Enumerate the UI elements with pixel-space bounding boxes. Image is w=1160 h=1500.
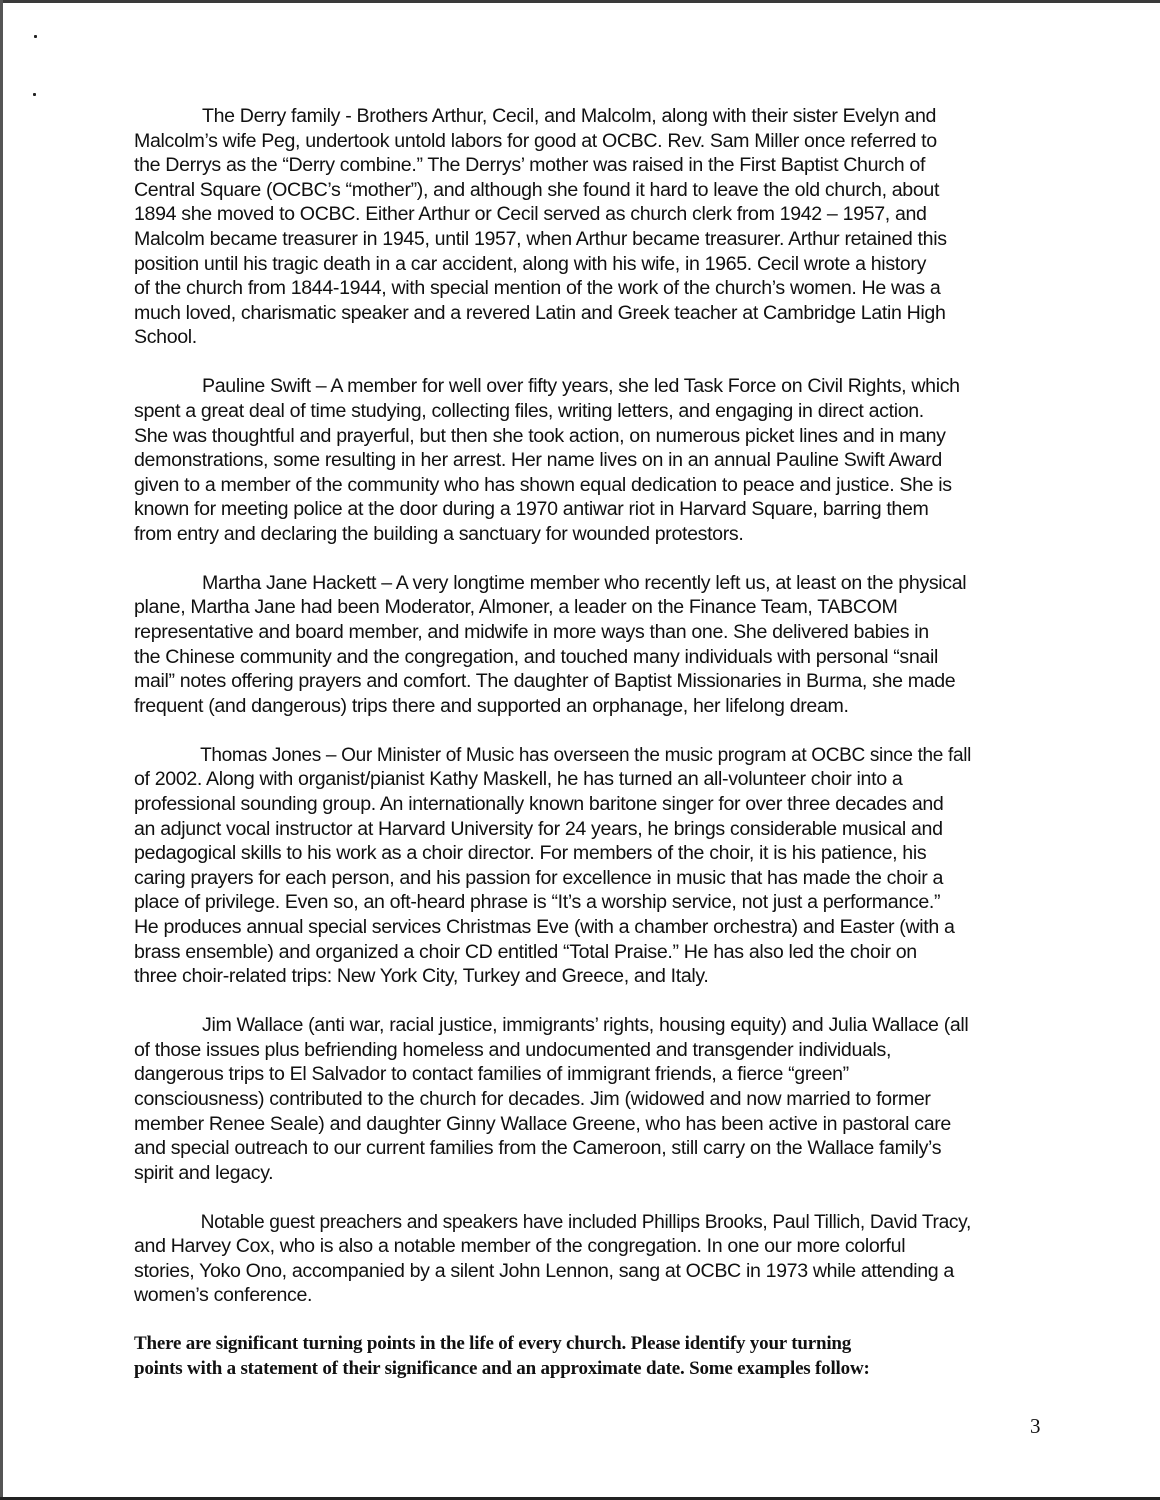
text-line: women’s conference. [134,1284,313,1307]
text-line: member Renee Seale) and daughter Ginny Wallace Greene, who has been active in pastoral care [134,1112,951,1135]
scan-border-left [0,0,3,1500]
text-line: dangerous trips to El Salvador to contact families of immigrant friends, a fierce “green” [134,1063,849,1086]
prompt-line: points with a statement of their significance and an approximate date. Some examples follow: [134,1357,870,1379]
turning-points-prompt [134,1332,1034,1381]
text-line: 1894 she moved to OCBC. Either Arthur or Cecil served as church clerk from 1942 – 1957, and [134,203,927,226]
text-line: Malcolm became treasurer in 1945, until 1957, when Arthur became treasurer. Arthur retained this [134,227,947,250]
text-line: position until his tragic death in a car accident, along with his wife, in 1965. Cecil wrote a history [134,252,927,275]
text-line: and Harvey Cox, who is also a notable member of the congregation. In one our more colorful [134,1235,906,1258]
text-line: He produces annual special services Christmas Eve (with a chamber orchestra) and Easter (with a [134,915,955,938]
paragraph-jim-and-julia-wallace [134,1013,1034,1185]
text-line: Jim Wallace (anti war, racial justice, immigrants’ rights, housing equity) and Julia Wallace (all [202,1014,969,1037]
text-line: Thomas Jones – Our Minister of Music has overseen the music program at OCBC since the fall [200,743,972,766]
text-line: professional sounding group. An internationally known baritone singer for over three decades and [134,793,944,816]
text-line: frequent (and dangerous) trips there and supported an orphanage, her lifelong dream. [134,694,849,717]
scan-border-top [0,0,1160,3]
text-line: brass ensemble) and organized a choir CD entitled “Total Praise.” He has also led the choir on [134,940,917,963]
scan-speck [34,35,37,38]
page-number: 3 [1030,1414,1041,1438]
text-line: given to a member of the community who has shown equal dedication to peace and justice. She is [134,473,952,496]
text-line: pedagogical skills to his work as a choir director. For members of the choir, it is his patience, his [134,842,927,865]
prompt-line: There are significant turning points in the life of every church. Please identify your turning [134,1333,852,1355]
text-line: consciousness) contributed to the church for decades. Jim (widowed and now married to former [134,1087,931,1110]
paragraph-the-derry-family [134,104,1034,350]
paragraph-martha-jane-hackett [134,571,1034,719]
text-line: of 2002. Along with organist/pianist Kathy Maskell, he has turned an all-volunteer choir into a [134,768,903,791]
paragraph-notable-guest-preachers [134,1210,1034,1308]
text-line: plane, Martha Jane had been Moderator, Almoner, a leader on the Finance Team, TABCOM [134,596,898,619]
text-line: Notable guest preachers and speakers have included Phillips Brooks, Paul Tillich, David Tracy, [200,1210,971,1233]
paragraph-pauline-swift [134,374,1034,546]
text-line: three choir-related trips: New York City, Turkey and Greece, and Italy. [134,965,709,988]
text-line: the Chinese community and the congregation, and touched many individuals with personal “snail [134,645,938,668]
text-line: mail” notes offering prayers and comfort. The daughter of Baptist Missionaries in Burma, she made [134,670,956,693]
scan-speck [33,93,36,96]
text-line: of those issues plus befriending homeless and undocumented and transgender individuals, [134,1038,892,1061]
text-line: caring prayers for each person, and his passion for excellence in music that has made the choir a [134,866,944,889]
text-line: of the church from 1844-1944, with special mention of the work of the church’s women. He was a [134,277,941,300]
text-line: demonstrations, some resulting in her arrest. Her name lives on in an annual Pauline Swift Award [134,449,942,472]
text-line: spent a great deal of time studying, collecting files, writing letters, and engaging in direct action. [134,399,924,422]
text-line: an adjunct vocal instructor at Harvard University for 24 years, he brings considerable musical and [134,817,943,840]
text-line: The Derry family - Brothers Arthur, Cecil, and Malcolm, along with their sister Evelyn and [202,105,937,127]
text-line: stories, Yoko Ono, accompanied by a silent John Lennon, sang at OCBC in 1973 while attending a [134,1259,954,1282]
text-line: known for meeting police at the door during a 1970 antiwar riot in Harvard Square, barring them [134,498,929,521]
text-line: She was thoughtful and prayerful, but then she took action, on numerous picket lines and in many [134,424,946,447]
text-line: from entry and declaring the building a sanctuary for wounded protestors. [134,522,744,545]
text-line: Malcolm’s wife Peg, undertook untold labors for good at OCBC. Rev. Sam Miller once referred to [134,129,937,152]
text-line: Martha Jane Hackett – A very longtime member who recently left us, at least on the physical [202,571,967,594]
text-line: much loved, charismatic speaker and a revered Latin and Greek teacher at Cambridge Latin High [134,301,946,324]
text-line: the Derrys as the “Derry combine.” The Derrys’ mother was raised in the First Baptist Church of [134,154,926,177]
text-line: School. [134,326,197,349]
text-line: spirit and legacy. [134,1161,274,1184]
text-line: and special outreach to our current families from the Cameroon, still carry on the Wallace family’s [134,1137,942,1160]
text-line: place of privilege. Even so, an oft-heard phrase is “It’s a worship service, not just a performance.” [134,891,941,914]
document-body [134,104,1034,1381]
paragraph-thomas-jones [134,743,1034,989]
text-line: Pauline Swift – A member for well over fifty years, she led Task Force on Civil Rights, which [202,375,960,398]
text-line: Central Square (OCBC’s “mother”), and although she found it hard to leave the old church, about [134,178,940,201]
text-line: representative and board member, and midwife in more ways than one. She delivered babies in [134,621,929,644]
